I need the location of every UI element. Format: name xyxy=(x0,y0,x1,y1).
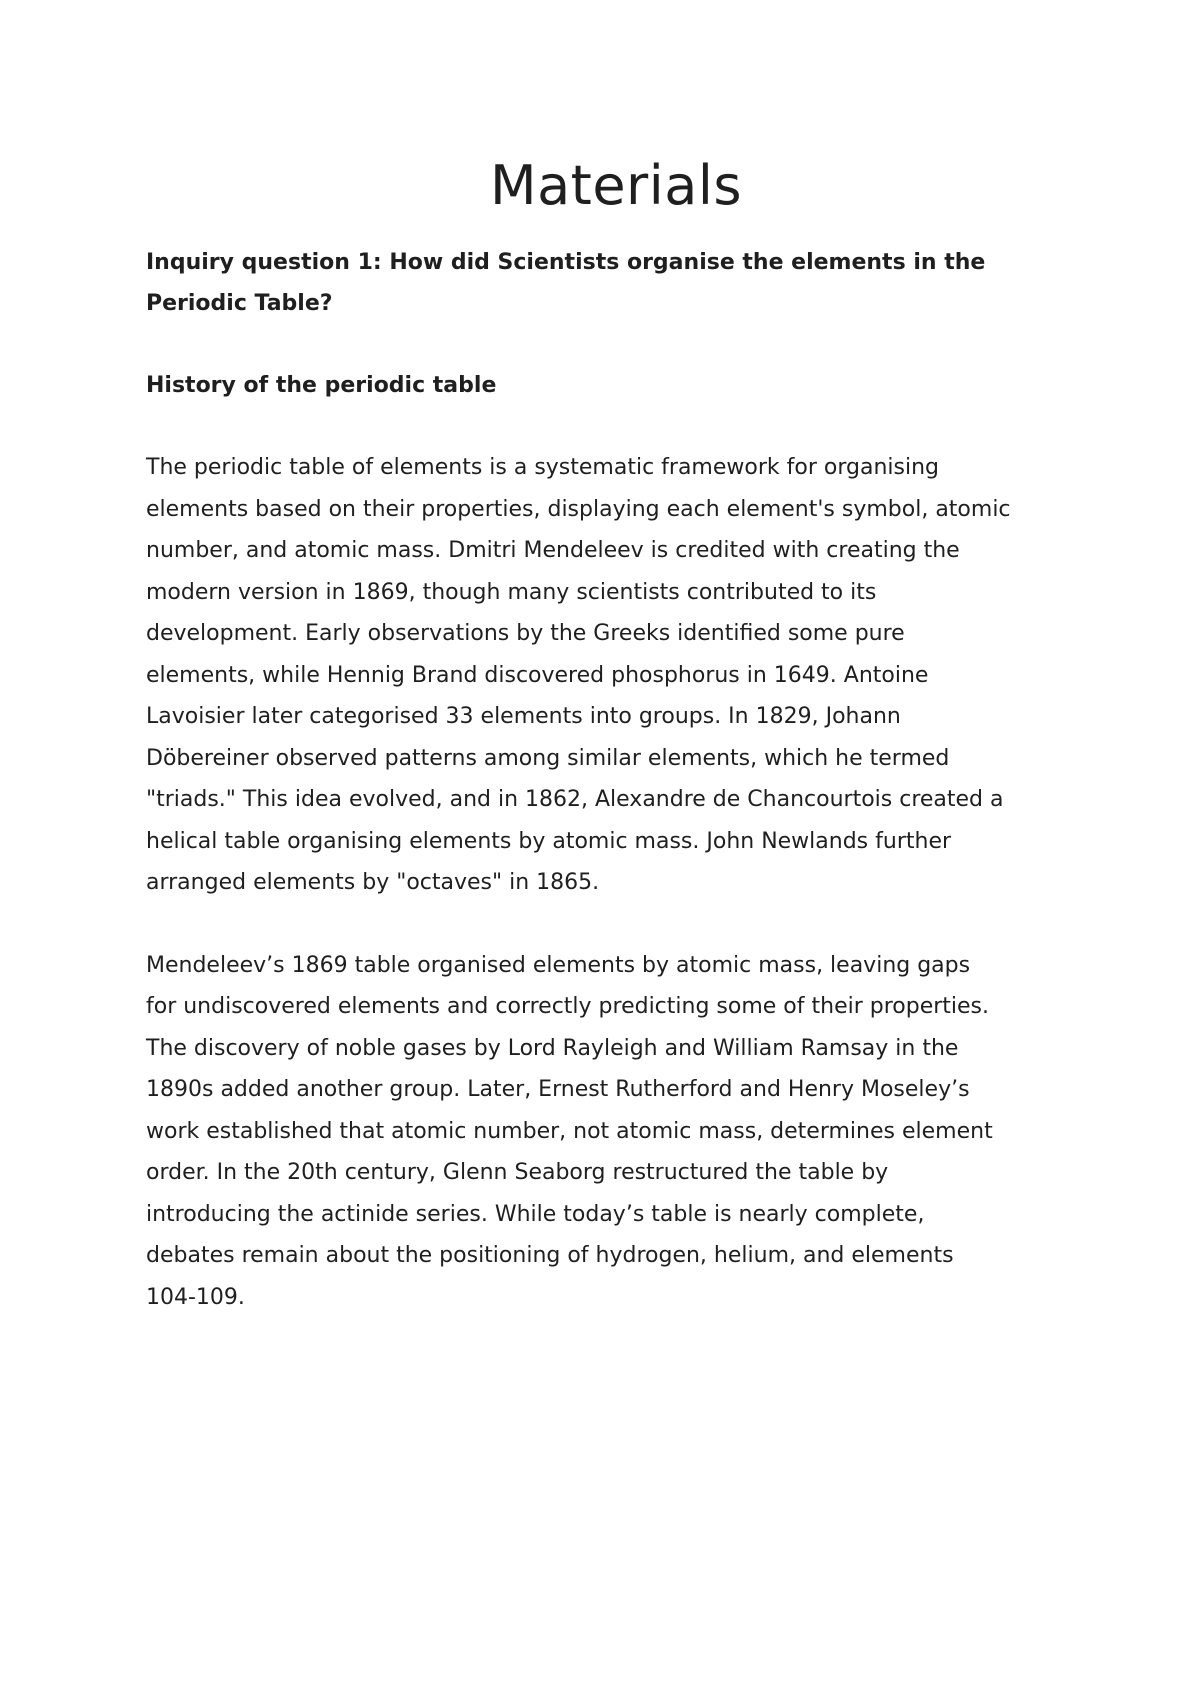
document-page xyxy=(146,150,1086,1318)
paragraph-history: The periodic table of elements is a systematic framework for organising elements based on their properties, displaying each element's symbol, atomic number, and atomic mass. Dmitri Mendeleev is credited with creating the modern version in 1869, though many scientists contributed to its development. Early observations by the Greeks identified some pure elements, while Hennig Brand discovered phosphorus in 1649. Antoine Lavoisier later categorised 33 elements into groups. In 1829, Johann Döbereiner observed patterns among similar elements, which he termed "triads." This idea evolved, and in 1862, Alexandre de Chancourtois created a helical table organising elements by atomic mass. John Newlands further arranged elements by "octaves" in 1865. xyxy=(146,455,1011,895)
document-title: Materials xyxy=(489,154,742,217)
section-heading: History of the periodic table xyxy=(146,373,497,398)
inquiry-question: Inquiry question 1: How did Scientists organise the elements in the Periodic Table? xyxy=(146,250,986,316)
paragraph-mendeleev: Mendeleev’s 1869 table organised elements by atomic mass, leaving gaps for undiscovered elements and correctly predicting some of their properties. The discovery of noble gases by Lord Rayleigh and William Ramsay in the 1890s added another group. Later, Ernest Rutherford and Henry Moseley’s work established that atomic number, not atomic mass, determines element order. In the 20th century, Glenn Seaborg restructured the table by introducing the actinide series. While today’s table is nearly complete, debates remain about the positioning of hydrogen, helium, and elements 104-109. xyxy=(146,952,993,1310)
